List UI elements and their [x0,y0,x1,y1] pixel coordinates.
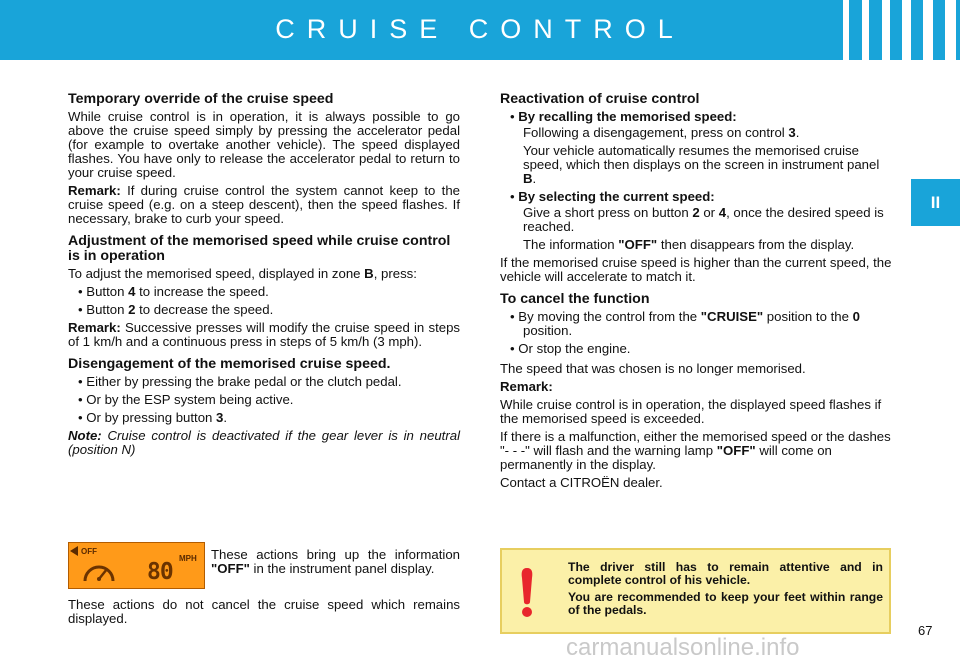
list-item-text: to decrease the speed. [135,302,274,317]
malfunction-text-2: will come on permanently in the display. [500,443,832,472]
warning-line: You are recommended to keep your feet within range of the pedals. [568,590,883,617]
contact-text: Contact a CITROËN dealer. [500,475,663,490]
final-note [68,598,460,630]
override-heading: Temporary override of the cruise speed [68,91,334,107]
list-item-text: position. [523,323,573,338]
button-number: 2 [128,302,136,317]
list-item [68,303,460,317]
button-number: 4 [718,205,727,220]
note-label: Note: [68,428,102,443]
no-longer-text: The speed that was chosen is no longer memorised. [500,361,806,376]
list-item: • By selecting the current speed: [510,189,715,204]
arrow-icon [70,546,80,556]
malfunction-text [500,430,892,472]
off-label: "OFF" [618,237,658,252]
display-caption-text [211,548,460,576]
zero-label: 0 [852,309,860,324]
adjust-intro [68,267,460,281]
note-paragraph [68,429,460,457]
recall-text [500,126,892,140]
off-label: "OFF" [716,443,756,458]
header-stripe [923,0,933,60]
control-number: 3 [788,125,796,140]
list-item [68,411,460,425]
final-text: These actions do not cancel the cruise speed which remains displayed. [68,597,460,626]
note-text: Cruise control is deactivated if the gear lever is in neutral (position N) [68,428,460,457]
header-stripe [882,0,890,60]
header-stripe [902,0,911,60]
off-indicator: OFF [81,547,97,556]
list-item: • Or by the ESP system being active. [78,392,294,407]
current-text [500,206,892,234]
adjust-intro-text: To adjust the memorised speed, displayed in zone [68,266,365,281]
current-text-2: The information [523,237,619,252]
display-caption [211,548,460,580]
button-prefix: • Button [78,284,129,299]
header-stripe [843,0,849,60]
or-text: or [699,205,719,220]
left-column [68,90,460,461]
button-prefix: • Button [78,302,129,317]
warning-box [500,548,891,634]
malfunction-text-1: If there is a malfunction, either the memorised speed or the dashes "- - -" will flash and the warning lamp [500,429,891,458]
recall-text-end: . [532,171,537,186]
watermark: carmanualsonline.info [566,634,800,661]
list-item: • Either by pressing the brake pedal or the clutch pedal. [78,374,402,389]
list-item [500,310,892,338]
header-stripe [862,0,869,60]
reactivation-heading: Reactivation of cruise control [500,91,700,107]
cruise-label: "CRUISE" [700,309,764,324]
button-number: 4 [128,284,136,299]
recall-text [500,144,892,186]
right-column [500,90,892,494]
current-text [500,238,892,252]
recall-label: By recalling the memorised speed: [518,109,737,124]
list-item-end: . [223,410,228,425]
button-number: 3 [216,410,224,425]
speed-readout: 80 [147,559,173,585]
cancel-heading: To cancel the function [500,291,650,307]
list-item: • Or stop the engine. [510,341,631,356]
remark-label [500,380,892,394]
mph-label: MPH [179,554,197,563]
higher-speed-text: If the memorised cruise speed is higher than the current speed, the vehicle will accelerate to match it. [500,255,892,284]
list-item-text: • By moving the control from the [510,309,701,324]
zone-label: B [364,266,374,281]
instrument-panel-display [68,542,205,589]
remark-label: Remark: [68,320,121,335]
remark-paragraph [68,184,460,226]
remark-text: If during cruise control the system cannot keep to the cruise speed (e.g. on a steep descent), then the speed flashes. If necessary, brake to curb your speed. [68,183,460,226]
recall-text-1: Following a disengagement, press on control [523,125,789,140]
chapter-tab: II [911,179,960,226]
page-title: CRUISE CONTROL [275,14,685,44]
remark-text: While cruise control is in operation, the displayed speed flashes if the memorised speed is exceeded. [500,397,882,426]
remark-paragraph [68,321,460,349]
list-item [68,285,460,299]
remark-text: Successive presses will modify the cruise speed in steps of 1 km/h and a continuous press in steps of 5 km/h (3 mph). [68,320,460,349]
caption-text-end: in the instrument panel display. [249,561,435,576]
list-item-text: position to the [763,309,853,324]
list-item-text: • Or by pressing button [78,410,217,425]
list-item-text: to increase the speed. [135,284,269,299]
header-stripe [945,0,956,60]
warning-line: The driver still has to remain attentive and in complete control of his vehicle. [568,560,883,587]
override-text: While cruise control is in operation, it is always possible to go above the cruise speed simply by pressing the accelerator pedal (for example to overtake another vehicle). The speed displayed flashes. You have only to release the accelerator pedal to return to your cruise speed. [68,109,460,180]
list-item: • By recalling the memorised speed: [510,109,737,124]
warning-icon [510,566,544,620]
off-label: "OFF" [211,561,250,576]
adjust-heading: Adjustment of the memorised speed while cruise control is in operation [68,233,451,264]
adjust-intro-end: , press: [373,266,417,281]
panel-label: B [523,171,533,186]
recall-text-end: . [795,125,800,140]
current-text-1: Give a short press on button [523,205,693,220]
button-number: 2 [692,205,700,220]
remark-label: Remark: [68,183,121,198]
caption-text: These actions bring up the information [211,547,460,562]
speedometer-icon [81,559,117,585]
recall-text-2: Your vehicle automatically resumes the memorised cruise speed, which then displays on the screen in instrument panel [523,143,880,172]
remark-label-text: Remark: [500,379,553,394]
disengage-heading: Disengagement of the memorised cruise speed. [68,356,391,372]
header-bar [0,0,960,60]
warning-text [568,561,883,621]
page-number: 67 [918,623,933,638]
current-label: By selecting the current speed: [518,189,715,204]
current-text-end: , once the desired speed is reached. [523,205,884,234]
current-text-end: then disappears from the display. [657,237,855,252]
